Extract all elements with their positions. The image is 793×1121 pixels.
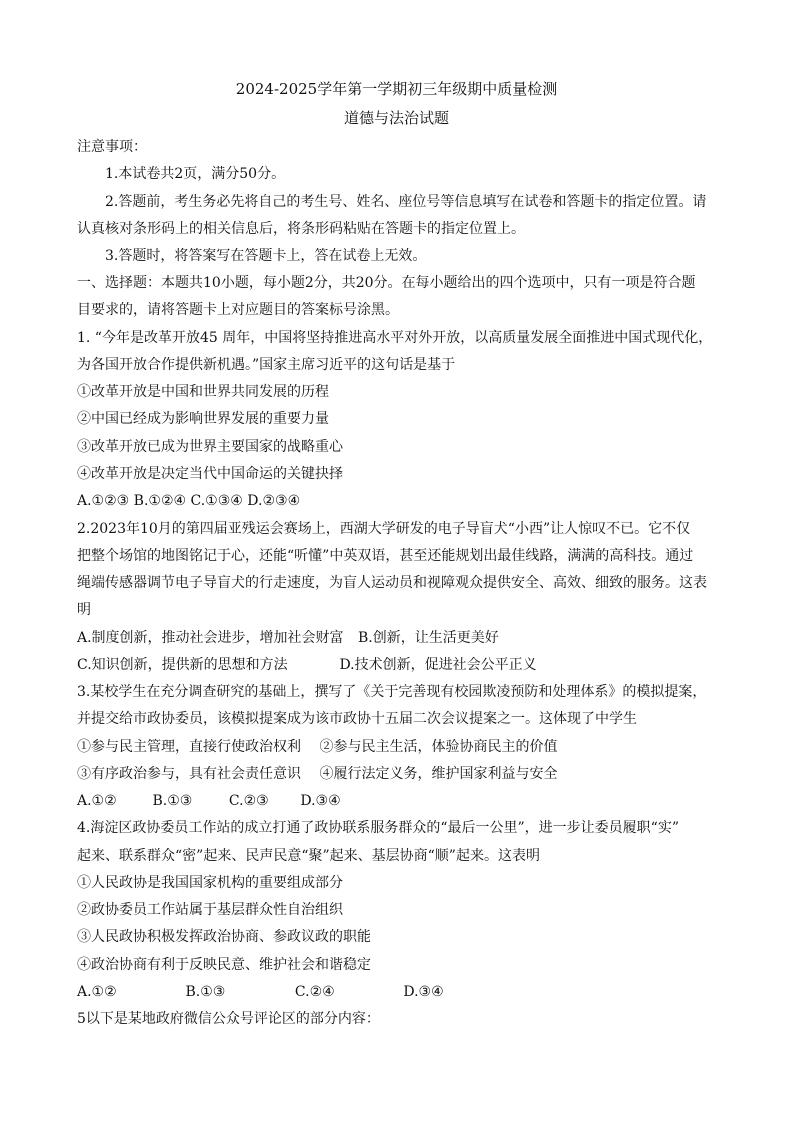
question-3-statement: ①参与民主管理，直接行使政治权利 — [77, 739, 301, 755]
question-4-statement: ①人民政协是我国国家机构的重要组成部分 — [77, 875, 343, 891]
question-2-stem: 2.2023年10月的第四届亚残运会赛场上，西湖大学研发的电子导盲犬“小西”让人惊叹不已。它不仅 — [77, 521, 691, 537]
option-c: C.②④ — [294, 984, 335, 1000]
option-b: B.①②④ — [133, 493, 187, 509]
question-4-statement: ③人民政协积极发挥政治协商、参政议政的职能 — [77, 929, 371, 945]
option-c: C.②③ — [228, 793, 269, 809]
question-1-stem: 为各国开放合作提供新机遇。”国家主席习近平的这句话是基于 — [77, 357, 456, 373]
question-4-stem: 起来、联系群众“密”起来、民声民意“聚”起来、基层协商“顺”起来。这表明 — [77, 848, 540, 864]
question-3-statements-12 — [77, 737, 557, 757]
question-3-statements-34 — [77, 764, 557, 784]
question-1-statement: ①改革开放是中国和世界共同发展的历程 — [77, 384, 329, 400]
question-2-options-cd — [77, 655, 537, 675]
question-3-options — [77, 791, 341, 811]
question-3-stem: 并提交给市政协委员，该模拟提案成为该市政协十五届二次会议提案之一。这体现了中学生 — [77, 711, 637, 727]
question-1-stem: 1. “今年是改革开放45 周年，中国将坚持推进高水平对外开放，以高质量发展全面推进中国式现代化， — [77, 330, 713, 346]
question-2-stem: 绳端传感器调节电子导盲犬的行走速度，为盲人运动员和视障观众提供安全、高效、细致的服务。这表 — [77, 575, 707, 591]
notice-item: 认真核对条形码上的相关信息后，将条形码粘贴在答题卡的指定位置上。 — [77, 221, 525, 237]
option-d: D.③④ — [300, 793, 341, 809]
option-a: A.制度创新，推动社会进步，增加社会财富 — [77, 630, 344, 646]
exam-subtitle: 道德与法治试题 — [343, 109, 449, 127]
exam-title: 2024-2025学年第一学期初三年级期中质量检测 — [235, 80, 558, 98]
option-b: B.创新，让生活更美好 — [358, 630, 499, 646]
option-a: A.①② — [77, 793, 117, 809]
option-d: D.技术创新，促进社会公平正义 — [339, 657, 537, 673]
option-a: A.①② — [77, 984, 117, 1000]
notice-heading: 注意事项： — [77, 139, 147, 155]
option-c: C.知识创新，提供新的思想和方法 — [77, 657, 288, 673]
question-3-stem: 3.某校学生在充分调查研究的基础上，撰写了《关于完善现有校园欺凌预防和处理体系》的模拟提案， — [77, 684, 707, 700]
question-1-statement: ④改革开放是决定当代中国命运的关键抉择 — [77, 466, 343, 482]
question-4-statement: ④政治协商有利于反映民意、维护社会和谐稳定 — [77, 957, 371, 973]
option-b: B.①③ — [185, 984, 226, 1000]
notice-item: 1.本试卷共2页，满分50分。 — [105, 166, 286, 182]
question-3-statement: ②参与民主生活，体验协商民主的价值 — [319, 739, 558, 755]
option-a: A.①②③ — [77, 493, 130, 509]
section-intro: 目要求的，请将答题卡上对应题目的答案标号涂黑。 — [77, 302, 399, 318]
question-4-options — [77, 982, 444, 1002]
question-3-statement: ③有序政治参与，具有社会责任意识 — [77, 766, 301, 782]
notice-item: 2.答题前，考生务必先将自己的考生号、姓名、座位号等信息填写在试卷和答题卡的指定位置。请 — [105, 194, 707, 210]
question-2-stem: 把整个场馆的地图铭记于心，还能“听懂”中英双语，甚至还能规划出最佳线路，满满的高科技。通过 — [77, 548, 694, 564]
option-c: C.①③④ — [190, 493, 243, 509]
question-2-options-ab — [77, 628, 499, 648]
question-1-statement: ②中国已经成为影响世界发展的重要力量 — [77, 411, 329, 427]
option-b: B.①③ — [152, 793, 193, 809]
question-1-statement: ③改革开放已成为世界主要国家的战略重心 — [77, 439, 343, 455]
option-d: D.②③④ — [247, 493, 301, 509]
question-4-statement: ②政协委员工作站属于基层群众性自治组织 — [77, 902, 343, 918]
question-2-stem: 明 — [77, 602, 91, 618]
section-intro: 一、选择题：本题共10小题，每小题2分，共20分。在每小题给出的四个选项中，只有一项是符合题 — [77, 275, 696, 291]
notice-item: 3.答题时，将答案写在答题卡上，答在试卷上无效。 — [105, 248, 427, 264]
question-5-stem: 5以下是某地政府微信公众号评论区的部分内容： — [77, 1011, 380, 1027]
option-d: D.③④ — [403, 984, 444, 1000]
question-1-options — [77, 491, 300, 511]
question-4-stem: 4.海淀区政协委员工作站的成立打通了政协联系服务群众的“最后一公里”，进一步让委员履职“实” — [77, 820, 679, 836]
question-3-statement: ④履行法定义务，维护国家利益与安全 — [319, 766, 558, 782]
